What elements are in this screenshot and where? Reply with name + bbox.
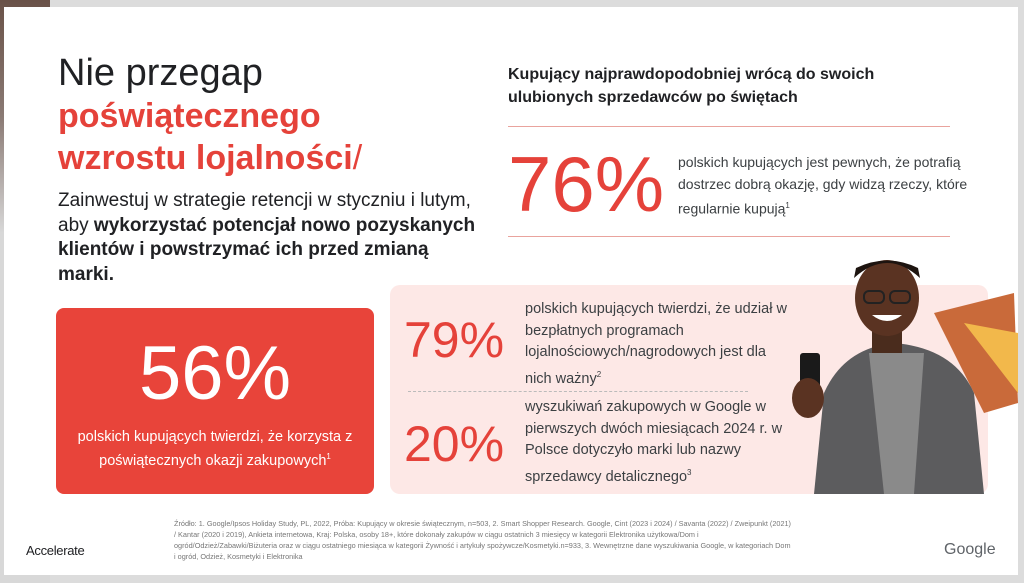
right-heading: Kupujący najprawdopodobniej wrócą do swoich ulubionych sprzedawców po świętach	[508, 66, 875, 106]
intro-text: Zainwestuj w strategie retencji w styczniu i lutym, aby	[58, 190, 471, 236]
accelerate-logo: Accelerate	[26, 543, 85, 558]
title-line-1: Nie przegap	[58, 52, 263, 94]
stat-20-text	[525, 397, 795, 488]
divider	[508, 236, 950, 237]
stat-56-value: 56%	[138, 331, 292, 416]
stat-79-value: 79%	[404, 312, 505, 368]
stat-79-text	[525, 299, 795, 390]
stat-76-value: 76%	[508, 140, 665, 228]
intro-paragraph	[58, 189, 488, 287]
title-line-2: poświątecznego	[58, 97, 321, 135]
ref: 1	[326, 452, 331, 461]
stat-56-card	[56, 308, 374, 494]
stat-56-text	[75, 428, 355, 471]
ref: 1	[785, 201, 790, 210]
stat-76-text	[678, 151, 968, 220]
divider	[508, 126, 950, 127]
slide	[4, 7, 1018, 575]
title-highlight	[58, 95, 362, 179]
ref: 3	[687, 467, 692, 477]
title-line-3: wzrostu lojalności	[58, 139, 353, 177]
stat-text: polskich kupujących twierdzi, że korzysta z poświątecznych okazji zakupowych	[77, 429, 353, 469]
stat-text: polskich kupujących jest pewnych, że potrafią dostrzec dobrą okazję, gdy widzą rzeczy, które regularnie kupują	[678, 154, 968, 217]
footnote: Źródło: 1. Google/Ipsos Holiday Study, PL, 2022, Próba: Kupujący w okresie świątecznym, n=503, 2. Smart Shopper Research. Google, Cint (2023 i 2024) / Savanta (2022) / Zweipunkt (2021) / Kantar (2020 i 2019), Ankieta internetowa, Kraj: Polska, osoby 18+, które dokonały zakupów w ciągu ostatnich 3 miesięcy w kategorii Elektronika użytkowa/Dom i ogród/Odzież/Zabawki/Biżuteria oraz w ciągu ostatniego miesiąca w kategorii Żywność i artykuły spożywcze/Kosmetyki.n=933, 3. Wewnętrzne dane wyszukiwania Google, w kategoriach Dom i ogród, Odzież, Kosmetyki i Elektronika	[174, 519, 791, 561]
dashed-divider	[408, 391, 748, 392]
intro-bold: wykorzystać potencjał nowo pozyskanych klientów i powstrzymać ich przed zmianą marki.	[58, 214, 476, 285]
slash-mark: /	[352, 139, 363, 177]
ref: 2	[596, 369, 602, 379]
google-logo: Google	[944, 541, 996, 558]
stat-text: wyszukiwań zakupowych w Google w pierwszych dwóch miesiącach 2024 r. w Polsce dotyczyło marki lub nazwy sprzedawcy detalicznego	[525, 399, 783, 485]
shopper-photo	[784, 253, 1018, 494]
stat-20-value: 20%	[404, 416, 505, 472]
stat-text: polskich kupujących twierdzi, że udział w bezpłatnych programach lojalnościowych/nagrodowych jest dla nich ważny	[525, 301, 787, 387]
